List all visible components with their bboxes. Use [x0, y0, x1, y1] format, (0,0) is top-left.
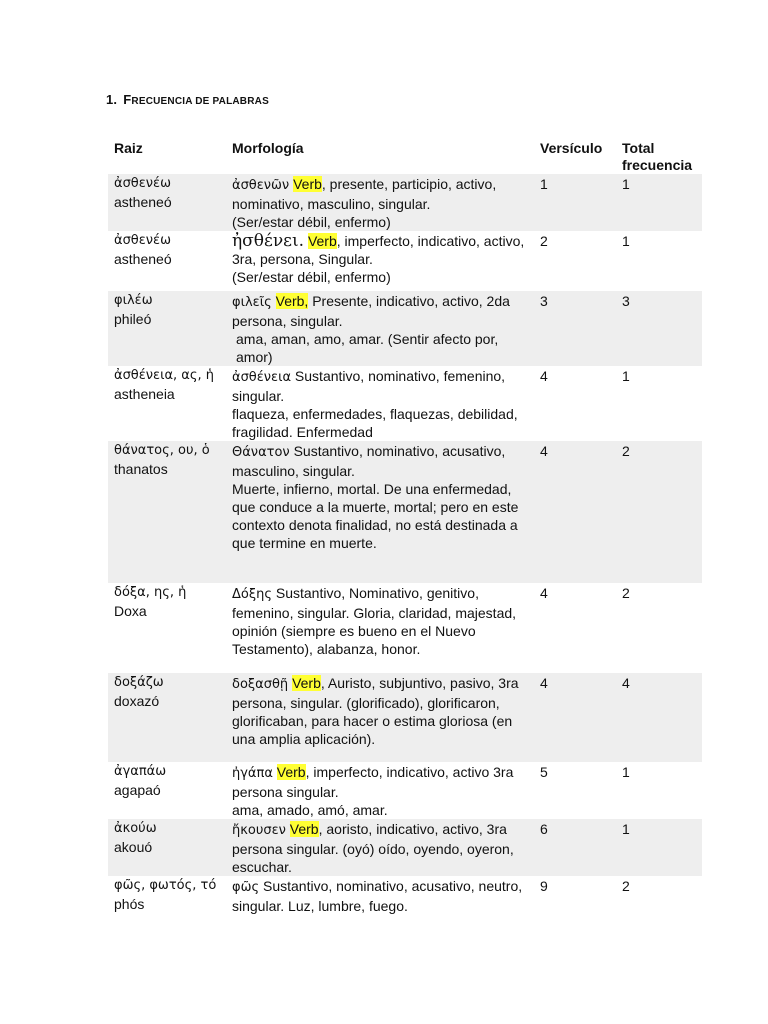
- morph-extra: ama, aman, amo, amar. (Sentir afecto por, amor): [236, 331, 499, 365]
- raiz-cell: [108, 291, 226, 366]
- raiz-cell: [108, 673, 226, 762]
- raiz-cell: [108, 876, 226, 916]
- versiculo-cell: 2: [540, 233, 548, 249]
- header-morfologia: Morfología: [232, 140, 304, 156]
- raiz-greek: ἀσθενέω: [114, 233, 171, 248]
- morph-greek: ἠσθένει.: [232, 231, 305, 251]
- versiculo-cell: 3: [534, 291, 616, 366]
- raiz-latin: agapaó: [114, 782, 161, 798]
- verb-tag: Verb,: [275, 293, 309, 309]
- morph-greek: Δόξης: [232, 587, 272, 602]
- raiz-greek: φιλέω: [114, 293, 153, 308]
- raiz-cell: [108, 762, 226, 819]
- morph-greek: ἀσθένεια: [232, 370, 292, 385]
- frequency-table: [108, 138, 702, 916]
- raiz-latin: doxazó: [114, 693, 160, 709]
- section-title: RECUENCIA DE PALABRAS: [131, 96, 269, 107]
- versiculo-cell: 4: [540, 368, 548, 384]
- morph-text: , imperfecto, indicativo, activo 3ra persona singular.: [232, 764, 514, 800]
- table-row: [108, 673, 702, 762]
- raiz-latin: thanatos: [114, 461, 168, 477]
- raiz-latin: phileó: [114, 311, 152, 327]
- total-cell: 1: [616, 819, 702, 876]
- total-cell: 4: [616, 673, 702, 762]
- morph-text: Sustantivo, nominativo, acusativo, neutro, singular. Luz, lumbre, fuego.: [232, 878, 523, 914]
- table-row: [108, 819, 702, 876]
- versiculo-cell: 5: [540, 764, 548, 780]
- table-row: [108, 291, 702, 366]
- morph-text: Sustantivo, nominativo, femenino, singular.: [232, 368, 506, 404]
- versiculo-cell: 4: [534, 441, 616, 583]
- verb-tag: Verb: [289, 821, 319, 837]
- raiz-greek: δόξα, ης, ἡ: [114, 585, 187, 600]
- header-raiz: Raiz: [114, 140, 143, 156]
- table-row: [108, 441, 702, 583]
- total-cell: 2: [622, 878, 630, 894]
- raiz-greek: θάνατος, ου, ὁ: [114, 443, 210, 458]
- raiz-greek: ἀγαπάω: [114, 764, 167, 779]
- section-number: 1.: [106, 92, 118, 107]
- raiz-cell: [108, 819, 226, 876]
- morfologia-cell: [226, 366, 534, 441]
- raiz-cell: [108, 583, 226, 673]
- morfologia-cell: [226, 441, 534, 583]
- morfologia-cell: [226, 673, 534, 762]
- raiz-latin: astheneó: [114, 194, 172, 210]
- versiculo-cell: 4: [534, 673, 616, 762]
- morph-text: Sustantivo, Nominativo, genitivo, femenino, singular. Gloria, claridad, majestad, opinión (siempre es bueno en el Nuevo Testamento), alabanza, honor.: [232, 585, 517, 657]
- morfologia-cell: [226, 583, 534, 673]
- total-cell: 1: [622, 233, 630, 249]
- morph-text: , Auristo, subjuntivo, pasivo, 3ra persona, singular. (glorificado), glorificaron, glorificaban, para hacer o estima gloriosa (en una amplia aplicación).: [232, 675, 519, 747]
- raiz-cell: [108, 174, 226, 231]
- morph-greek: ἀσθενῶν: [232, 178, 290, 193]
- table-row: [108, 366, 702, 441]
- morph-extra: flaqueza, enfermedades, flaquezas, debilidad, fragilidad. Enfermedad: [232, 406, 518, 440]
- header-total-frecuencia: Total frecuencia: [622, 140, 693, 173]
- raiz-cell: [108, 231, 226, 291]
- morph-text: , presente, participio, activo, nominativo, masculino, singular.: [232, 176, 497, 212]
- total-cell: 1: [622, 368, 630, 384]
- section-title-initial: F: [123, 92, 132, 107]
- table-row: [108, 231, 702, 291]
- morfologia-cell: [226, 291, 534, 366]
- raiz-latin: astheneó: [114, 251, 172, 267]
- morph-extra: (Ser/estar débil, enfermo): [232, 269, 391, 285]
- verb-tag: Verb: [292, 675, 321, 691]
- table-header-row: [108, 138, 702, 174]
- raiz-greek: ἀκούω: [114, 821, 157, 836]
- morfologia-cell: [226, 876, 534, 916]
- header-versiculo: Versículo: [540, 140, 603, 156]
- raiz-cell: [108, 441, 226, 583]
- morph-extra: (Ser/estar débil, enfermo): [232, 214, 391, 230]
- total-cell: 1: [616, 174, 702, 231]
- morph-text: , aoristo, indicativo, activo, 3ra persona singular. (oyó) oído, oyendo, oyeron, escuchar.: [232, 821, 514, 875]
- table-row: [108, 583, 702, 673]
- section-heading: [106, 92, 269, 107]
- verb-tag: Verb: [307, 233, 337, 249]
- verb-tag: Verb: [276, 764, 306, 780]
- versiculo-cell: 1: [534, 174, 616, 231]
- table-row: [108, 876, 702, 916]
- morph-extra: Muerte, infierno, mortal. De una enfermedad, que conduce a la muerte, mortal; pero en este contexto denota finalidad, no está destinada a que termine en muerte.: [232, 481, 519, 551]
- versiculo-cell: 9: [540, 878, 548, 894]
- raiz-latin: phós: [114, 896, 145, 912]
- raiz-latin: astheneia: [114, 386, 175, 402]
- total-cell: 1: [622, 764, 630, 780]
- raiz-greek: ἀσθενέω: [114, 176, 171, 191]
- morph-greek: δοξασθῇ: [232, 677, 289, 692]
- morfologia-cell: [226, 231, 534, 291]
- raiz-latin: akouó: [114, 839, 153, 855]
- versiculo-cell: 4: [540, 585, 548, 601]
- morph-text: , imperfecto, indicativo, activo, 3ra, persona, Singular.: [232, 233, 525, 267]
- morph-greek: ἤκουσεν: [232, 823, 286, 838]
- morph-text: Presente, indicativo, activo, 2da persona, singular.: [232, 293, 510, 329]
- versiculo-cell: 6: [534, 819, 616, 876]
- raiz-cell: [108, 366, 226, 441]
- morph-extra: ama, amado, amó, amar.: [232, 802, 388, 818]
- morph-text: Sustantivo, nominativo, acusativo, masculino, singular.: [232, 443, 506, 479]
- morfologia-cell: [226, 174, 534, 231]
- total-cell: 3: [616, 291, 702, 366]
- morph-greek: Θάνατον: [232, 445, 290, 460]
- raiz-greek: φῶς, φωτός, τό: [114, 878, 217, 893]
- total-cell: 2: [616, 441, 702, 583]
- table-row: [108, 174, 702, 231]
- morph-greek: φιλεῖς: [232, 295, 272, 310]
- raiz-greek: δοξάζω: [114, 675, 164, 690]
- morph-greek: φῶς: [232, 880, 260, 895]
- morph-greek: ἠγάπα: [232, 766, 273, 781]
- raiz-greek: ἀσθένεια, ας, ἡ: [114, 368, 215, 383]
- total-cell: 2: [622, 585, 630, 601]
- morfologia-cell: [226, 819, 534, 876]
- raiz-latin: Doxa: [114, 603, 147, 619]
- table-row: [108, 762, 702, 819]
- morfologia-cell: [226, 762, 534, 819]
- verb-tag: Verb: [293, 176, 322, 192]
